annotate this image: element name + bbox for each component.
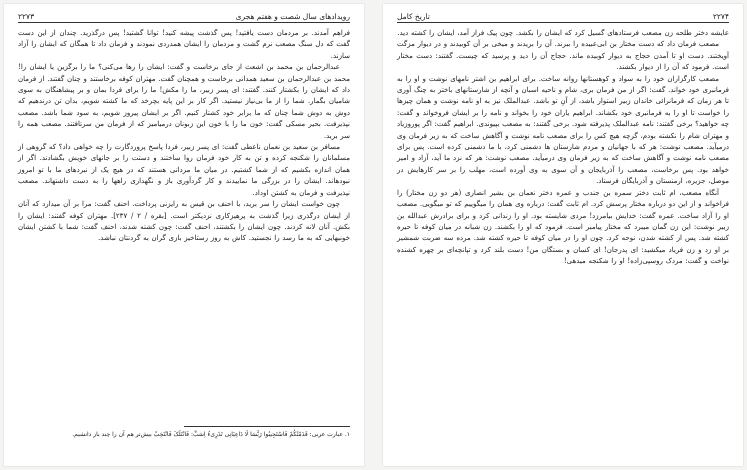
paragraph: آنگاه مصعب، ام ثابت دختر سمره بن جندب و عمره دختر نعمان بن بشیر انصاری (هر دو زن مختار) را فراخواند و از این دو درباره مختار پرسش کرد. ام ثابت گفت: درباره وی همان را میگوییم که تو میگویی. مصعب او را آزاد ساخت. عمره گفت: خدایش بیامرزد! مردی شایسته بود. او را زندانی کرد و برای برادرش عبدالله بن زبیر نوشت: این زن گمان میبرد که مختار پیامبر است. فرمود که او را بکشند. زن شبانه در میان کوفه تا حیره کشته شد. پس از کشته شدن، نوحه کرد. چون او را در میان کوفه تا حیره کشته شد. مرده سه ضربت شمشیر بر او زد و زن فریاد میکشید: ای پدرجان! ای کسان و بستگان من! دست بلند کرد و تپانچه‌ای بر چهره کشنده نواخت و گفت: مردک روسپی‌زاده! او را شکنجه میدهی! (397, 188, 729, 266)
paragraph: مصعب کارگزاران خود را به سواد و کوهستانها روانه ساخت. برای ابراهیم بن اشتر نامهای نوشت و او را به فرمانبری خود خواند. گفت: اگر از من فرمان بری، شام و ناحیه اسبان و آنچه از شارستانهای باختر به چنگ آوری تا هر زمان که فرمانرائی خاندان زبیر استوار باشد، از آنِ تو باشد. عبدالملک نیز به او نامه نوشت و همان چیزها را خواست تا او را به فرمانبری خود بکشاند. ابراهیم یاران خود را بخواند و نامه را بر ایشان فروخواند و گفت: چه خواهید؟ برخی گفتند: نامه عبدالملک پذیرفته شود. برخی گفتند: به مصعب بپیوندی. ابراهیم گفت: اگر پوروزیاد و مهتران شام را نکشته بودم، گرچه هیچ کس را برای مصعب نامه نوشت و آگاهش ساخت که به زیر فرمان وی درمیآید. مصعب نوشت: هر که با جهانیان و مردم شارستان ها دشمنی کرد، با ما دشمنی کرده است. پس برای مصعب نامه نوشت و آگاهش ساخت که به زیر فرمان وی درمیآید. مصعب نوشت: هر که نزد ما آید، آزاد و امیر خواهد بود. پس برخاست، مصعب را آذربایجان و آن سوی به وی آورده است، مهلب را بر سر کارهایش در موصل، جزیره، ارمنستان و آذربایگان فرستاد. (397, 74, 729, 186)
paragraph: فراهم آمدند. بر مردمان دست یافتید! پس گذشت پیشه کنید! توانا گشتید! پس درگذرید. چندان از این دست گفت که دل سنگ مصعب نرم گشت و مردمان را ایشان همدردی نمودند و فرمان داد تا همگان که ایشان را آزاد سازند. (18, 29, 350, 60)
paragraph: عایشه دختر طلحه زن مصعب فرستادهای گسیل کرد که ایشان را بکشد. چون پیک فراز آمد، ایشان را کشته دید. (397, 29, 729, 37)
right-page-number: ۲۲۷۴ (712, 12, 729, 21)
paragraph: مسافر بن سعید بن نعمان ناعطی گفت: ای پسر زبیر، فردا پاسخ پروردگارت را چه خواهی داد؟ که گروهی از مسلمانان را شکنجه کرده و تن به کار خود فرمان روا ساختند و دستت را بر جانهای خویش بگشادند. اگر از همان اندازه بکشیم که از شما کشتیم. در میان ما مردانی هستند که در هیچ یک از نبردهای ما با تو امروز نبودهاند. ایشان را در بزرگی ما نماییدند و کار گردآوری باژ و نگهداری راهها را به دست داشتهاند. مصعب نپذیرفت و فرمان به کشتن اوداد. (18, 143, 350, 197)
paragraph: مصعب فرمان داد که دست مختار بن ابی‌عبیده را ببرند. آن را بریدند و میخی بر آن کوبیدند و در دیوار مزگت آویختند. دست او تا آمدن حجاج به دیوار کوبیده ماند. حجاج آن را دید و پرسید که چیست. گفتند: دست مختار است. فرمود که آن را از دیوار بکشند. (397, 40, 729, 72)
right-page (383, 4, 743, 466)
left-page (4, 4, 364, 466)
right-running-title: تاریخ کامل (397, 12, 430, 21)
right-page-body (397, 28, 729, 268)
right-page-header (397, 10, 729, 23)
left-running-title: رویدادهای سال شصت و هفتم هجری (235, 12, 350, 21)
left-page-header (18, 10, 350, 23)
paragraph: چون خواست ایشان را سر برید، با احنف بن قیس به رایزنی پرداخت. احنف گفت: مرا بر آن میدارد که آنان از ایشان درگذری زیرا گذشت به پرهیزکاری نزدیکتر است. [بقره / ۲ / ۲۳۷]. مهتران کوفه گفتند: ایشان را بکش. آنان لانه کردند. چون ایشان را بکشتند، احنف گفت: چون کشته شدند، احنف گفت: شما با کشتن ایشان خونبهایی که به ما رسد را نجستید. کاش به روز رستاخیز بازی گران به گردنتان نباشد. (18, 200, 350, 243)
left-page-body (18, 28, 350, 245)
footnote: ۱. عبارت عربی: قَدَمْتُکُمْ فَاسْتَجِیبُوا رَبَّسَا لَا دَاعِیَانِی تَذَرِیءُ اِسَبِّ: فَانْتَلَکَ فَانْتَخِبْ بیش‌تر هم آن را چند بار دانشیم. (72, 431, 350, 438)
left-page-number: ۲۲۷۳ (18, 12, 35, 21)
footnote-divider (184, 426, 350, 427)
paragraph: عبدالرحمان بن محمد بن اشعث از جای برخاست و گفت: ایشان را رها می‌کنی؟ ما را برگزین یا ایشان را! محمد بن عبدالرحمان بن سعید همدانی برخاست و همچنان گفت. مهتران کوفه برخاستند و چنان گفتند. از فرمان داد که ایشان را بکشتار کنند. گفتند: ای پسر زبیر، ما را مکش! ما را برای فردا بمان و بر پیشاهنگان به سوی شامیان بگمار. شما را از ما بی‌نیاز نیستید. اگر کار بر این پایه بچرخد که ما کشته شویم، بدان تن درندهیم که دوش به دوش شما چنان که ما برابر خود کشتار کنیم. اگر بر ایشان پیروز شویم، به سود شما باشد. مصعب نپذیرفت. بحیر مسکی گفت: خون ما را با خون این زبونان درمیامیز که از فرمان من سرتافتند. مصعب همه را سر برید. (18, 63, 350, 140)
